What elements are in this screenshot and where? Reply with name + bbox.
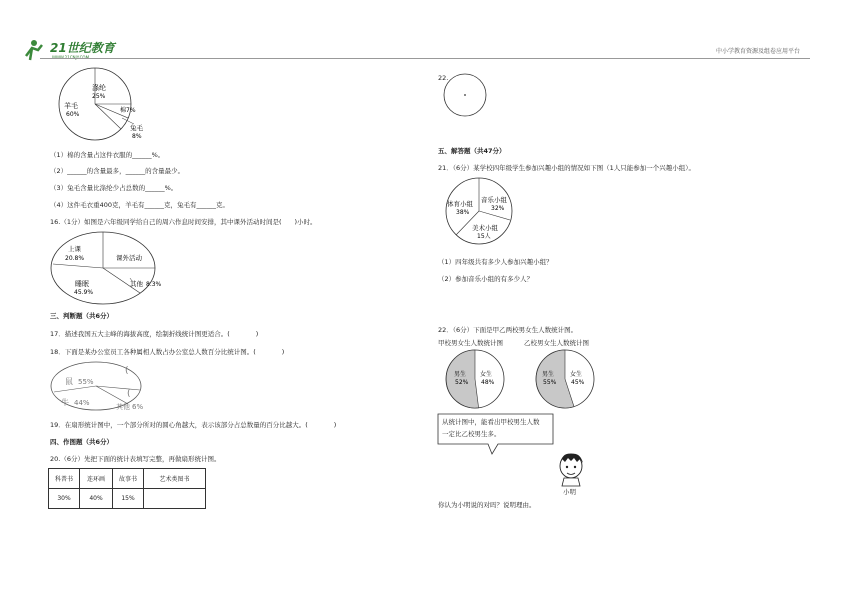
q21-sub1: （1）四年级共有多少人参加兴趣小组？ [438,258,553,266]
section-5-title: 五、解答题（共47分） [438,147,506,155]
section-3-title: 三、判断题（共6分） [50,312,114,320]
q21-value-art: 15人 [477,233,491,240]
q15-value-cotton: 7% [126,107,136,114]
q18-label-ox: 牛 [61,398,69,407]
q16-value-sleep: 45.9% [74,289,94,296]
q15-sub2: （2）______的含量最多，______的含量最少。 [50,167,185,175]
q21-value-music: 32% [491,205,505,212]
q21-sub2: （2）参加音乐小组的有多少人？ [438,275,534,283]
q15-sub1: （1）棉的含量占这件衣服的______%。 [50,151,165,159]
table-cell: 30% [49,489,80,509]
q15-sub4: （4）这件毛衣重400克，羊毛有______克，兔毛有______克。 [50,201,230,209]
q15-value-wool: 60% [66,111,80,118]
q22-left-pie-chart [444,348,506,410]
q22-left-value-male: 52% [455,379,469,386]
table-row [49,489,206,509]
q16-value-class: 20.8% [65,255,85,262]
q21-pie-chart [444,176,524,246]
q18-label-rat: 鼠 [65,377,73,386]
circle-center-dot [464,94,466,96]
q21-label-sports: 体育小组 [447,200,473,208]
q21-label-art: 美术小组 [472,224,498,232]
q15-pie-chart [50,66,170,146]
q22-right-value-male: 55% [543,379,557,386]
person-name-label: 小明 [563,488,576,496]
q18-paren-bottom: ( [127,389,131,399]
q17-text: 17．描述我国五大主峰的海拔高度，绘制折线统计图更适合。( ) [50,330,259,338]
bubble-line-2: 一定比乙校男生多。 [442,430,501,438]
q18-value-other: 6% [132,403,144,411]
header-rule [40,58,810,59]
q22-prefix-label: 22. [438,74,449,82]
q15-sub3: （3）兔毛含量比涤纶少占总数的______%。 [50,184,178,192]
q21-value-sports: 38% [456,209,470,216]
q16-value-other: 8.3% [146,281,162,288]
q15-label-wool: 羊毛 [64,102,78,110]
q19-text: 19．在扇形统计图中，一个部分所对的圆心角越大，表示该部分占总数量的百分比越大。( ) [50,421,337,429]
table-header-cell: 故事书 [113,469,144,489]
header-right-text: 中小学教育资源及组卷应用平台 [715,48,800,55]
q15-value-polyester: 25% [92,93,106,100]
bubble-line-1: 从统计图中，能看出甲校男生人数 [442,418,540,426]
q22-left-label-female: 女生 [480,371,493,378]
q22-right-pie-chart [534,348,596,410]
q16-pie-chart [50,230,180,310]
table-cell: 40% [80,489,113,509]
q20-table [48,468,206,509]
q18-value-ox: 44% [74,399,90,407]
q18-label-other: 其他 [116,403,130,411]
table-header-row [49,469,206,489]
q20-text: 20.（6分）先把下面的统计表填写完整，再做扇形统计图。 [50,455,221,463]
q22-right-value-female: 45% [571,379,585,386]
q22-right-label-male: 男生 [542,371,555,378]
boy-avatar-icon [554,448,590,488]
q22-left-label-male: 男生 [454,371,467,378]
q15-label-cotton: 棉 [120,107,127,114]
q22-right-label-female: 女生 [570,371,583,378]
header-logo [20,34,150,64]
q21-label-music: 音乐小组 [481,196,507,204]
logo-text: 21世纪教育 [50,41,115,55]
q18-text: 18．下面是某办公室员工各种属相人数占办公室总人数百分比统计图。( ) [50,348,285,356]
q22-text: 22．（6分）下面是甲乙两校男女生人数统计图。 [438,326,578,334]
logo-subtext: WWW.21CNJY.COM [52,55,90,60]
q16-label-sleep: 睡眠 [75,280,89,288]
q16-text: 16.（1分）如图是六年级同学给自己的周六作息时间安排，其中课外活动时间是( )小时。 [50,218,317,226]
table-cell: 15% [113,489,144,509]
q15-value-rabbit: 8% [132,133,142,140]
table-cell-empty[interactable] [144,489,206,509]
q20-blank-circle [440,73,492,117]
table-header-cell: 连环画 [80,469,113,489]
q16-label-other: 其他 [130,280,143,288]
q18-pie-chart [50,360,190,414]
section-4-title: 四、作图题（共6分） [50,438,114,446]
table-header-cell: 艺术类图书 [144,469,206,489]
q22-right-chart-title: 乙校男女生人数统计图 [524,339,589,347]
q18-value-rat: 55% [78,378,94,386]
q15-label-rabbit: 兔毛 [130,124,143,132]
q16-label-activity: 课外活动 [116,254,142,262]
q22-question: 你认为小明说的对吗？说明理由。 [438,501,536,509]
q22-left-chart-title: 甲校男女生人数统计图 [438,339,503,347]
table-header-cell: 科普书 [49,469,80,489]
q15-label-polyester: 涤纶 [92,84,106,92]
q22-left-value-female: 48% [481,379,495,386]
q18-paren-top: ( [125,366,129,376]
q21-text: 21．（6分）某学校四年级学生参加兴趣小组的情况如下图（1人只能参加一个兴趣小组）。 [438,164,696,172]
q16-label-class: 上课 [68,245,81,253]
